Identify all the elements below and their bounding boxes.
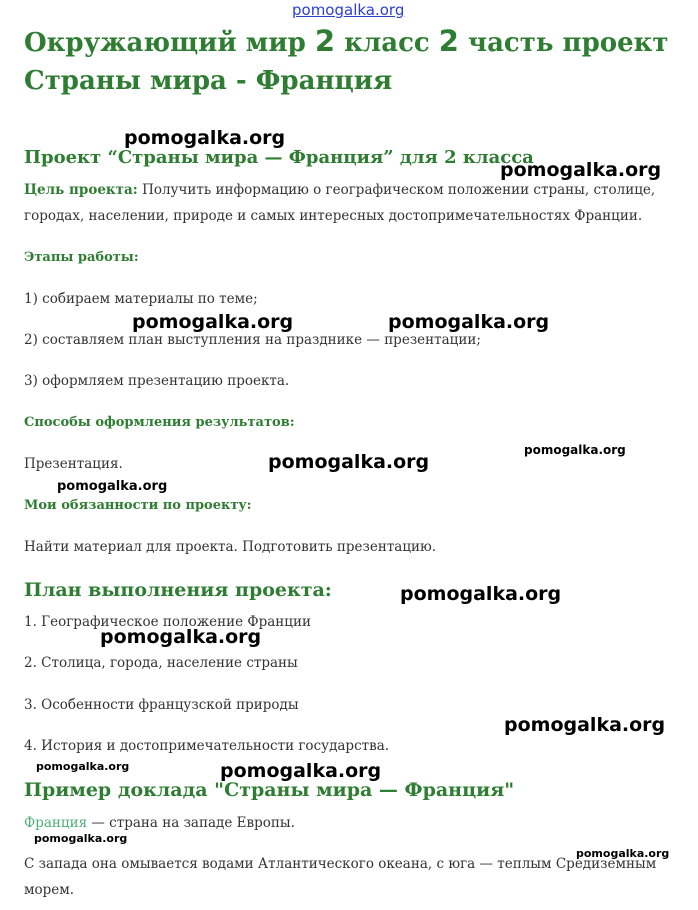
duties-label: Мои обязанности по проекту:	[24, 498, 252, 513]
page-title	[24, 22, 674, 100]
report-heading: Пример доклада "Страны мира — Франция"	[24, 779, 515, 801]
title-num2: 2	[438, 24, 459, 58]
goal-line1	[24, 178, 655, 203]
duties-text: Найти материал для проекта. Подготовить презентацию.	[24, 539, 437, 555]
goal-text1: Получить информацию о географическом положении страны, столице,	[137, 182, 656, 198]
plan-heading: План выполнения проекта:	[24, 579, 332, 601]
stage-item-1: 1) собираем материалы по теме;	[24, 291, 258, 307]
plan-item-3: 3. Особенности французской природы	[24, 697, 299, 713]
watermark: pomogalka.org	[400, 583, 562, 605]
report-line2: С запада она омывается водами Атлантического океана, с юга — теплым Средиземным	[24, 856, 657, 872]
watermark: pomogalka.org	[36, 760, 130, 773]
methods-label: Способы оформления результатов:	[24, 415, 295, 430]
watermark: pomogalka.org	[504, 714, 666, 736]
watermark: pomogalka.org	[500, 159, 662, 181]
plan-item-1: 1. Географическое положение Франции	[24, 614, 311, 630]
title-num1: 2	[314, 24, 336, 58]
goal-line2: городах, населении, природе и самых интересных достопримечательностях Франции.	[24, 208, 643, 224]
plan-item-2: 2. Столица, города, население страны	[24, 655, 298, 671]
watermark-top-link[interactable]: pomogalka.org	[292, 1, 405, 19]
stages-label: Этапы работы:	[24, 250, 139, 265]
stage-item-2: 2) составляем план выступления на празднике — презентации;	[24, 332, 481, 348]
plan-item-4: 4. История и достопримечательности государства.	[24, 738, 390, 754]
methods-text: Презентация.	[24, 456, 123, 472]
watermark: pomogalka.org	[576, 847, 670, 860]
watermark: pomogalka.org	[220, 760, 382, 782]
project-heading: Проект “Страны мира — Франция” для 2 класса	[24, 147, 534, 168]
title-part1: Окружающий мир	[24, 28, 315, 58]
stage-item-3: 3) оформляем презентацию проекта.	[24, 373, 290, 389]
goal-label: Цель проекта:	[24, 182, 138, 198]
watermark: pomogalka.org	[388, 311, 550, 333]
watermark: pomogalka.org	[268, 451, 430, 473]
watermark: pomogalka.org	[132, 311, 294, 333]
watermark: pomogalka.org	[524, 443, 626, 457]
report-line3: морем.	[24, 882, 75, 898]
watermark: pomogalka.org	[124, 127, 286, 149]
report-line1-rest: — страна на западе Европы.	[87, 815, 295, 831]
title-part3: часть проект Страны мира - Франция	[24, 28, 669, 96]
watermark: pomogalka.org	[57, 479, 168, 494]
title-part2: класс	[335, 28, 439, 58]
france-link[interactable]: Франция	[24, 815, 88, 831]
watermark: pomogalka.org	[34, 832, 128, 845]
watermark: pomogalka.org	[100, 626, 262, 648]
